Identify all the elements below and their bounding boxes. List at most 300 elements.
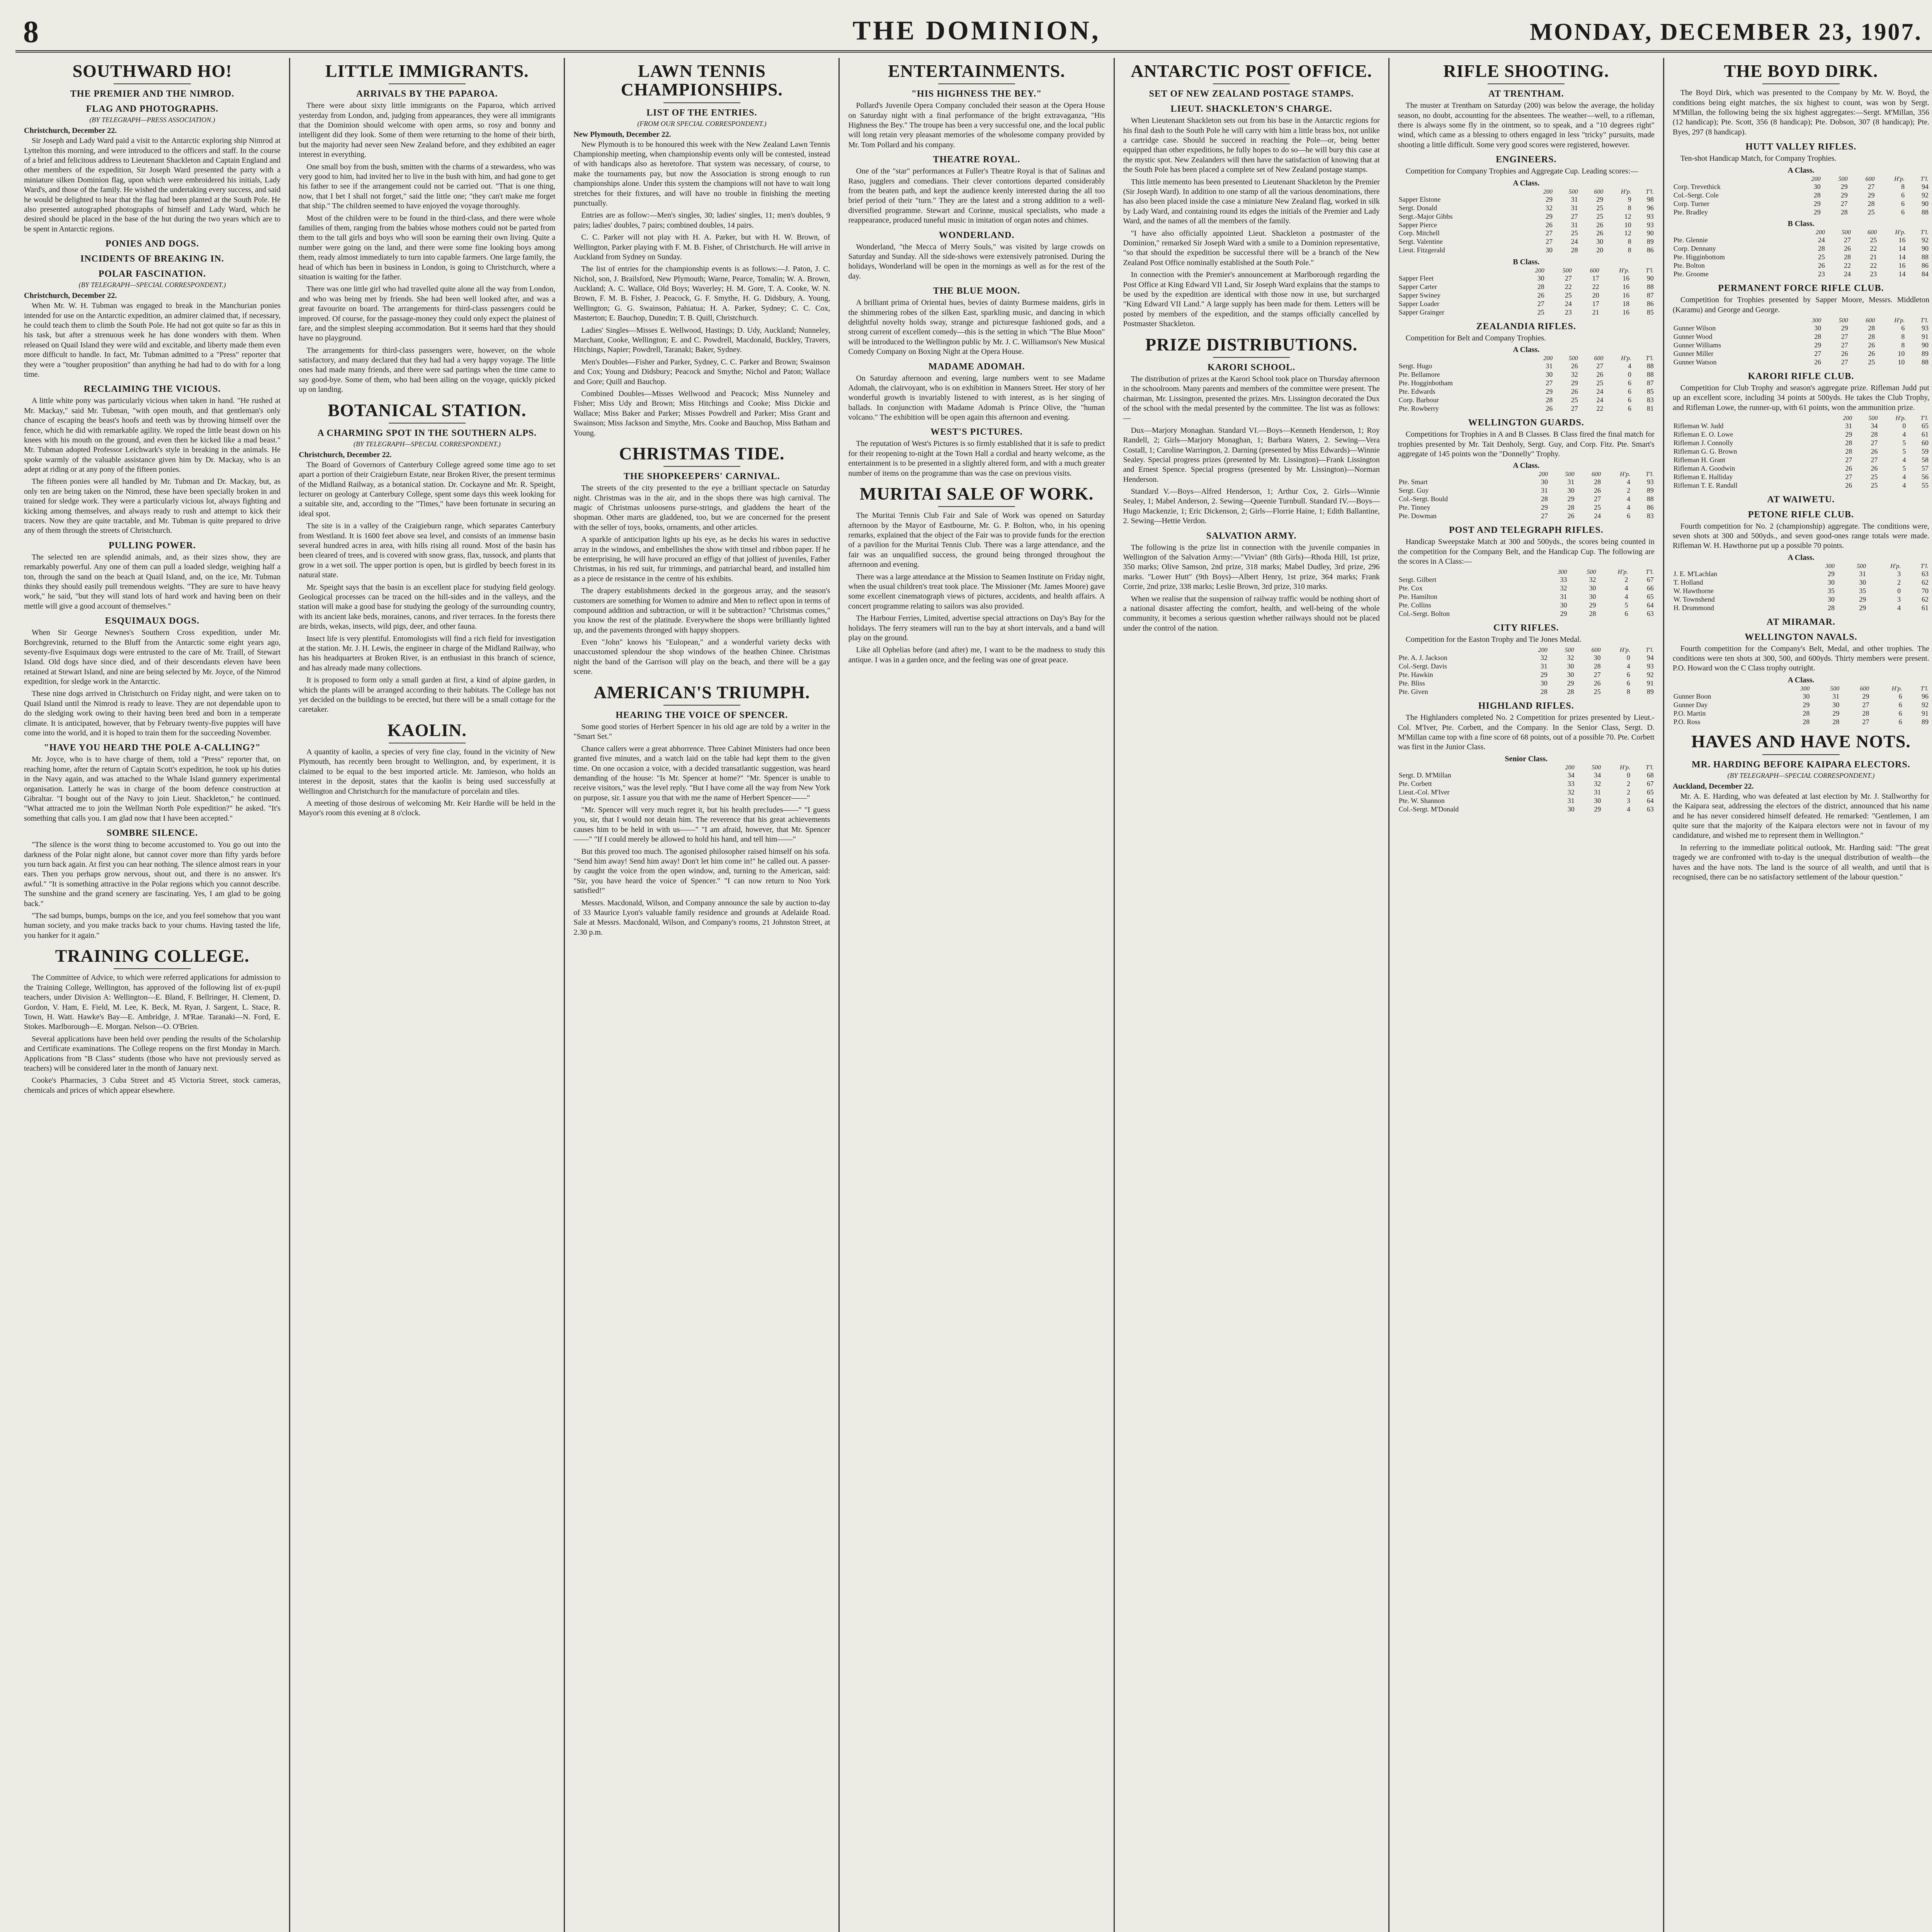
score-cell: 12 bbox=[1624, 229, 1631, 237]
paragraph: Wonderland, "the Mecca of Merry Souls," was visited by large crowds on Saturday and Sunday. All the side-shows were extensively patronised. During the holidays, Wonderland will be open in the mornings as well as for the rest of the day. bbox=[848, 242, 1105, 281]
score-cell: 5 bbox=[1624, 601, 1628, 609]
score-cell: 92 bbox=[1921, 191, 1929, 199]
paragraph: Competition for Belt and Company Trophies. bbox=[1405, 334, 1546, 343]
score-cell: 57 bbox=[1921, 464, 1929, 472]
subheading: AT WAIWETU. bbox=[1767, 494, 1835, 505]
score-row bbox=[1673, 604, 1929, 612]
score-cell: 4 bbox=[1902, 481, 1906, 489]
score-cell: 89 bbox=[1646, 486, 1654, 495]
score-cell: 30 bbox=[1828, 578, 1835, 586]
score-cell: Pte. W. Shannon bbox=[1398, 796, 1445, 804]
score-cell: 8 bbox=[1901, 332, 1905, 340]
score-cell: 62 bbox=[1921, 578, 1929, 586]
score-cell: 29 bbox=[1545, 212, 1553, 220]
score-cell: 4 bbox=[1902, 456, 1906, 464]
score-cell: Gunner Williams bbox=[1673, 341, 1721, 349]
score-cell: 29 bbox=[1567, 679, 1574, 687]
score-cell: 91 bbox=[1921, 332, 1929, 340]
score-cell: Sapper Elstone bbox=[1398, 195, 1441, 203]
score-cell: Sergt. D. M'Millan bbox=[1398, 771, 1451, 779]
subheading: KARORI RIFLE CLUB. bbox=[1748, 371, 1854, 381]
score-column-header: 500 bbox=[1842, 229, 1851, 236]
score-cell: 26 bbox=[1845, 464, 1852, 472]
headline-rule bbox=[1488, 83, 1565, 84]
score-cell: 89 bbox=[1646, 688, 1654, 696]
score-cell: 31 bbox=[1540, 662, 1548, 670]
score-table bbox=[1398, 647, 1655, 696]
column-1 bbox=[15, 58, 290, 1932]
score-row bbox=[1673, 692, 1929, 701]
score-cell: 18 bbox=[1622, 300, 1630, 308]
score-cell: 29 bbox=[1813, 199, 1821, 207]
score-cell: 28 bbox=[1546, 396, 1553, 404]
score-cell: 86 bbox=[1921, 262, 1929, 270]
score-header-row bbox=[1673, 229, 1929, 236]
score-cell: 65 bbox=[1646, 788, 1654, 796]
score-table bbox=[1673, 317, 1929, 367]
score-cell: Sergt. Valentine bbox=[1398, 238, 1443, 246]
score-row bbox=[1673, 430, 1929, 439]
paragraph: New Plymouth is to be honoured this week with the New Zealand Lawn Tennis Championship meeting, when championship events only will be contested, instead of with handicaps also as heretofore. That system was necessary, of course, to make the tournaments pay, but now the Association is strong enough to run championships alone. Under this system the champions will not have to wait long stretches for their fixtures, and will have no trouble in finishing the meeting punctually. bbox=[573, 140, 830, 207]
score-cell: Pte. Rowberry bbox=[1398, 405, 1439, 413]
score-row bbox=[1398, 797, 1655, 805]
score-cell: 60 bbox=[1921, 439, 1929, 447]
score-cell: 31 bbox=[1845, 422, 1852, 430]
score-row bbox=[1673, 200, 1929, 208]
score-cell: 26 bbox=[1871, 447, 1878, 455]
score-cell: 30 bbox=[1594, 796, 1601, 804]
score-cell: 32 bbox=[1571, 371, 1578, 379]
score-cell: 14 bbox=[1898, 270, 1906, 278]
score-cell: 3 bbox=[1897, 595, 1901, 603]
paragraph: The Boyd Dirk, which was presented to the Company by Mr. W. Boyd, the conditions being eight matches, the six highest to count, was won by Sergt. M'Millan, the following being the six highest aggregates:—Sergt. M'Millan, 356 (12 handicap); Pte. Scott, 356 (8 handicap); Pte. Dobson, 307 (8 handicap); Pte. Byes, 297 (8 handicap). bbox=[1672, 88, 1929, 136]
score-column-header: T'l. bbox=[1646, 569, 1654, 576]
score-cell: 30 bbox=[1545, 246, 1553, 254]
score-cell: 64 bbox=[1646, 796, 1654, 804]
score-cell: 32 bbox=[1594, 779, 1601, 787]
score-cell: 17 bbox=[1592, 300, 1599, 308]
score-cell: 25 bbox=[1596, 204, 1604, 212]
score-cell: W. Hawthorne bbox=[1673, 587, 1714, 595]
score-cell: 4 bbox=[1627, 503, 1631, 512]
article-headline: LAWN TENNIS CHAMPIONSHIPS. bbox=[621, 61, 783, 100]
paragraph: Ten-shot Handicap Match, for Company Trophies. bbox=[1680, 154, 1837, 163]
score-column-header: T'l. bbox=[1646, 188, 1654, 195]
score-column-header: 200 bbox=[1543, 188, 1553, 195]
score-cell: 6 bbox=[1627, 512, 1631, 520]
score-row bbox=[1398, 788, 1655, 797]
score-cell: Sergt. Guy bbox=[1398, 486, 1429, 495]
dateline: Christchurch, December 22. bbox=[24, 291, 117, 300]
headline-rule bbox=[114, 968, 190, 969]
score-row bbox=[1673, 481, 1929, 490]
score-row bbox=[1398, 405, 1655, 413]
subheading: THE PREMIER AND THE NIMROD. bbox=[70, 89, 235, 99]
score-cell: 24 bbox=[1594, 512, 1601, 520]
score-table bbox=[1398, 267, 1655, 317]
score-cell: Lieut.-Col. M'Iver bbox=[1398, 788, 1450, 796]
subheading: SET OF NEW ZEALAND POSTAGE STAMPS. bbox=[1149, 89, 1354, 99]
score-cell: 30 bbox=[1589, 584, 1596, 592]
score-cell: 29 bbox=[1560, 610, 1567, 618]
score-cell: 26 bbox=[1868, 349, 1875, 357]
score-column-header: H'p. bbox=[1894, 175, 1905, 182]
score-cell: 26 bbox=[1571, 362, 1578, 370]
score-cell: Gunner Wilson bbox=[1673, 324, 1716, 332]
paragraph: A little white pony was particularly vicious when taken in hand. "He rushed at Mr. Mackay," said Mr. Tubman, "with open mouth, and that gentleman's only chance of escaping the beast's hoofs and teeth was by throwing himself over the fence, which he did with remarkable agility. We roped the little beast down on his knees with his mouth on the ground, and even then he kicked like a mad beast." Mr. Tubman adopted Professor Leichwark's style in breaking in the animals. He spoke warmly of the valuable assistance given him by Dr. Mackay, who is an adept at riding or at any pony of the fifteen ponies. bbox=[24, 396, 281, 474]
score-cell: 27 bbox=[1841, 332, 1848, 340]
score-cell: 61 bbox=[1921, 604, 1929, 612]
score-table-title: A Class. bbox=[1787, 166, 1815, 175]
score-cell: 5 bbox=[1902, 447, 1906, 455]
score-cell: 29 bbox=[1862, 692, 1869, 700]
subheading: THEATRE ROYAL. bbox=[933, 155, 1020, 165]
subheading: POST AND TELEGRAPH RIFLES. bbox=[1449, 525, 1604, 536]
score-cell: 35 bbox=[1859, 587, 1866, 595]
score-cell: 85 bbox=[1646, 308, 1654, 316]
score-cell: 98 bbox=[1646, 195, 1654, 203]
score-row bbox=[1673, 473, 1929, 481]
article bbox=[1123, 335, 1380, 634]
headline-rule bbox=[1762, 754, 1839, 755]
paragraph: This little memento has been presented to Lieutenant Shackleton by the Premier (Sir Joseph Ward). In addition to one stamp of all the various denominations, there has also been placed inside the case a miniature New Zealand flag, worked in silk by Lady Ward, and containing round its edges the initials of the Premier and Lady Ward, and the names of all the members of the family. bbox=[1123, 177, 1380, 226]
score-table-title: A Class. bbox=[1787, 553, 1815, 562]
score-cell: 30 bbox=[1541, 478, 1548, 486]
paragraph: Even "John" knows his "Eulopean," and a wonderful variety decks with unaccustomed splendour the shop windows of the heathen Chinee. Christmas night the band of the Garrison will play on the beach, and there will be a gay scene. bbox=[573, 638, 830, 676]
score-cell: Pte. A. J. Jackson bbox=[1398, 654, 1447, 662]
score-cell: 24 bbox=[1565, 300, 1572, 308]
score-row bbox=[1673, 245, 1929, 253]
headline-rule bbox=[114, 83, 190, 84]
score-cell: 25 bbox=[1868, 358, 1875, 366]
score-row bbox=[1398, 805, 1655, 814]
column-4 bbox=[840, 58, 1114, 1932]
score-cell: T. Holland bbox=[1673, 578, 1703, 586]
paragraph: These nine dogs arrived in Christchurch on Friday night, and were taken on to Quail Island until the Nimrod is ready to leave. They are not dependable upon to do the sledging work owing to their having been bred and born in a temperate climate. It is anticipated, however, that by February twenty-five puppies will have come into the world, and it is hoped to train them for the succeeding November. bbox=[24, 689, 281, 738]
score-cell: Pte. Smart bbox=[1398, 478, 1428, 486]
score-cell: Corp. Mitchell bbox=[1398, 229, 1440, 237]
score-row bbox=[1398, 229, 1655, 238]
subheading: ARRIVALS BY THE PAPAROA. bbox=[356, 89, 498, 99]
dateline: Auckland, December 22. bbox=[1672, 782, 1754, 791]
paragraph: Mr. A. E. Harding, who was defeated at last election by Mr. J. Stallworthy for the Kaipara seat, addressing the electors of the district, announced that his name and he has never considered himself defeated. He remarked: "Gentlemen, I am quite sure that the majority of the Kaipara electors were not in favour of my candidature, and wished me to represent them in Wellington." bbox=[1672, 792, 1929, 840]
score-row bbox=[1398, 379, 1655, 388]
score-cell: 27 bbox=[1841, 341, 1848, 349]
score-cell: 8 bbox=[1626, 688, 1630, 696]
paragraph: There was a large attendance at the Mission to Seamen Institute on Friday night, when the usual children's treat took place. The Missioner (Mr. James Moore) gave some excellent cinematograph views of pictures, accidents, and health affairs. A concert programme relating to sailors was also provided. bbox=[848, 572, 1105, 611]
score-cell: 87 bbox=[1646, 291, 1654, 299]
score-cell: 31 bbox=[1567, 796, 1575, 804]
score-column-header: 300 bbox=[1825, 563, 1835, 570]
score-row bbox=[1673, 439, 1929, 447]
score-cell: 30 bbox=[1813, 182, 1821, 190]
dateline: Christchurch, December 22. bbox=[24, 126, 117, 135]
score-cell: 6 bbox=[1628, 379, 1631, 387]
score-cell: 0 bbox=[1626, 654, 1630, 662]
byline: (BY TELEGRAPH—PRESS ASSOCIATION.) bbox=[89, 116, 215, 124]
subheading: WEST'S PICTURES. bbox=[930, 427, 1023, 437]
score-cell: 86 bbox=[1646, 246, 1654, 254]
score-cell: Gunner Miller bbox=[1673, 349, 1714, 357]
score-cell: Rifleman H. Grant bbox=[1673, 456, 1726, 464]
paragraph: Ladies' Singles—Misses E. Wellwood, Hastings; D. Udy, Auckland; Nunneley, Marchant, Cooke, Wellington; E. and C. Powdrell, Macdonald, Buckley, Travers, Hitchings, Napier; Powdrell, Taranaki; Baker, Sydney. bbox=[573, 326, 830, 354]
score-cell: Sapper Swiney bbox=[1398, 291, 1441, 299]
paragraph: Most of the children were to be found in the third-class, and there were whole families of them, ranging from the babies whose mothers could not be parted from them to the tall girls and boys who will soon be earning their own living. Quite a number were going on the land, and there were some fine looking boys among them, ready almost immediately to turn into capable farmers. One large family, the head of which has been in business in London, is going to Christchurch, where a situation is waiting for the father. bbox=[299, 214, 556, 281]
paragraph: It is proposed to form only a small garden at first, a kind of alpine garden, in which the plants will be arranged according to their habitats. The College has not yet decided on the buildings to be erected, but there will be a small cottage for the caretaker. bbox=[299, 676, 556, 714]
score-row bbox=[1398, 601, 1655, 610]
paragraph: Handicap Sweepstake Match at 300 and 500yds., the scores being counted in the competition for the Company Belt, and the Handicap Cup. The following are the scores in A Class:— bbox=[1398, 537, 1655, 566]
article-headline: LITTLE IMMIGRANTS. bbox=[325, 61, 529, 81]
paragraph: The distribution of prizes at the Karori School took place on Thursday afternoon in the schoolroom. Many parents and members of the committee were present. The chairman, Mr. Lissington, presented the prizes. Mrs. Lissington decorated the Dux of the school with the medal presented by the committee. The list was as follows:— bbox=[1123, 374, 1380, 423]
score-cell: 6 bbox=[1901, 199, 1905, 207]
score-cell: 25 bbox=[1871, 481, 1878, 489]
score-cell: 29 bbox=[1867, 191, 1875, 199]
score-table bbox=[1673, 563, 1929, 612]
columns-container bbox=[15, 58, 1932, 1932]
score-cell: 23 bbox=[1565, 308, 1572, 316]
score-row bbox=[1398, 688, 1655, 696]
subheading: MR. HARDING BEFORE KAIPARA ELECTORS. bbox=[1691, 759, 1910, 770]
score-cell: Pte. Bolton bbox=[1673, 262, 1705, 270]
article-headline: TRAINING COLLEGE. bbox=[55, 946, 250, 966]
score-table-title: B Class. bbox=[1787, 219, 1815, 228]
score-cell: 31 bbox=[1832, 692, 1840, 700]
headline-rule bbox=[389, 83, 466, 84]
score-cell: 34 bbox=[1567, 771, 1575, 779]
score-row bbox=[1398, 662, 1655, 671]
paragraph: Some good stories of Herbert Spencer in his old age are told by a writer in the "Smart Set." bbox=[573, 722, 830, 741]
byline: (BY TELEGRAPH—SPECIAL CORRESPONDENT.) bbox=[1727, 771, 1875, 779]
score-cell: 4 bbox=[1628, 362, 1631, 370]
paragraph: When we realise that the suspension of railway traffic would be nothing short of a national disaster affecting the comfort, health, and well-being of the whole community, it becomes a serious question whether railways should not be placed under the control of the nation. bbox=[1123, 594, 1380, 633]
score-cell: 21 bbox=[1592, 308, 1599, 316]
score-cell: 27 bbox=[1845, 456, 1852, 464]
score-table bbox=[1398, 355, 1655, 413]
score-column-header bbox=[1398, 764, 1549, 771]
paragraph: Competition for Company Trophies and Aggregate Cup. Leading scores:— bbox=[1405, 167, 1638, 176]
score-cell: 24 bbox=[1571, 238, 1578, 246]
score-cell: Corp. Turner bbox=[1673, 199, 1709, 207]
score-cell: 28 bbox=[1845, 447, 1852, 455]
score-cell: 16 bbox=[1622, 283, 1630, 291]
score-cell: 27 bbox=[1571, 212, 1578, 220]
headline-rule bbox=[663, 466, 740, 467]
score-column-header: H'p. bbox=[1621, 188, 1631, 195]
headline-rule bbox=[1213, 357, 1290, 358]
score-header-row bbox=[1398, 267, 1655, 274]
paragraph: When Sir George Newnes's Southern Cross expedition, under Mr. Borchgrevink, returned to the Bluff from the Antarctic some eight years ago, seventy-five Esquimaux dogs were entrusted to the care of Mr. Traill, of Stewart Island. Old dogs have since died, and of their descendants eleven have been retained at Stewart Island, and nine are being selected by Mr. Joyce, of the Nimrod expedition, for sledge work in the Antarctic. bbox=[24, 628, 281, 686]
score-cell: 30 bbox=[1814, 324, 1821, 332]
article bbox=[299, 401, 555, 715]
paragraph: In referring to the immediate political outlook, Mr. Harding said: "The great tragedy we are confronted with to-day is the unequal distribution of wealth—the haves and the have nots. The land is the source of all wealth, and until that is recognised, there can be no satisfactory settlement of the labour question." bbox=[1672, 843, 1929, 881]
subheading: LIST OF THE ENTRIES. bbox=[646, 107, 757, 118]
headline-rule bbox=[938, 506, 1015, 507]
score-cell: 22 bbox=[1870, 262, 1877, 270]
score-row bbox=[1673, 253, 1929, 262]
score-cell: 89 bbox=[1921, 349, 1929, 357]
score-cell: 32 bbox=[1545, 204, 1553, 212]
score-row bbox=[1673, 570, 1929, 578]
score-cell: 6 bbox=[1626, 671, 1630, 679]
score-cell: 28 bbox=[1844, 253, 1851, 261]
score-cell: 63 bbox=[1646, 610, 1654, 618]
score-row bbox=[1398, 283, 1655, 291]
score-cell: Gunner Wood bbox=[1673, 332, 1713, 340]
paragraph: Messrs. Macdonald, Wilson, and Company announce the sale by auction to-day of 33 Maurice Lyon's valuable family residence and grounds at Adelaide Road. Sale at Messrs. Macdonald, Wilson, and Company's rooms, 21 Johnston Street, at 2.30 p.m. bbox=[573, 898, 830, 937]
score-cell: 6 bbox=[1901, 324, 1905, 332]
score-cell: 27 bbox=[1565, 274, 1572, 282]
paragraph: The Board of Governors of Canterbury College agreed some time ago to set apart a portion of their Craigieburn Estate, near Broken River, the present terminus of the Midland Railway, as a botanical station. Dr. Cockayne and Mr. R. Speight, lecturer on geology at Canterbury College, spent some days this week looking for a suitable site, and, according to the "Times," have been fortunate in securing an ideal spot. bbox=[299, 460, 556, 518]
score-row bbox=[1673, 191, 1929, 200]
score-cell: 29 bbox=[1845, 430, 1852, 438]
subheading: ZEALANDIA RIFLES. bbox=[1476, 321, 1576, 332]
score-cell: Rifleman W. Judd bbox=[1673, 422, 1724, 430]
column-2 bbox=[290, 58, 565, 1932]
score-cell: 28 bbox=[1567, 688, 1574, 696]
score-table bbox=[1673, 229, 1929, 279]
score-column-header: 600 bbox=[1591, 647, 1601, 654]
score-row bbox=[1673, 333, 1929, 341]
subheading: ESQUIMAUX DOGS. bbox=[105, 616, 200, 626]
score-column-header: T'l. bbox=[1920, 415, 1929, 422]
score-column-header: 200 bbox=[1538, 471, 1548, 478]
score-column-header bbox=[1673, 415, 1828, 422]
score-cell: Rifleman A. Goodwin bbox=[1673, 464, 1735, 472]
score-cell: 35 bbox=[1828, 587, 1835, 595]
score-row bbox=[1398, 196, 1655, 204]
article bbox=[299, 721, 555, 818]
score-column-header: H'p. bbox=[1895, 229, 1906, 236]
paragraph: One small boy from the bush, smitten with the charms of a stewardess, who was very good to him, had invited her to live in the bush with him, and had gone to get his father to see if the arrangement could not be carried out. "That is one thing, now, that I bet I shall not forget," said the little one; "they can't make me forget that ship." The children seemed to have enjoyed the voyage thoroughly. bbox=[299, 162, 556, 211]
score-cell: 25 bbox=[1596, 379, 1604, 387]
article-headline: BOTANICAL STATION. bbox=[328, 400, 527, 420]
score-cell: 59 bbox=[1921, 447, 1929, 455]
score-cell: 92 bbox=[1921, 236, 1929, 244]
score-cell: Gunner Day bbox=[1673, 701, 1708, 709]
score-column-header bbox=[1673, 563, 1804, 570]
score-cell: 28 bbox=[1868, 324, 1875, 332]
score-cell: 26 bbox=[1594, 679, 1601, 687]
subheading: SALVATION ARMY. bbox=[1206, 531, 1297, 541]
paragraph: Fourth competition for the Company's Belt, Medal, and other trophies. The conditions were ten shots at 300, 500, and 600yds. Thirty members were present. P.O. Howard won the C Class trophy outright. bbox=[1672, 644, 1929, 673]
score-column-header: T'l. bbox=[1920, 317, 1929, 324]
score-cell: 28 bbox=[1537, 283, 1544, 291]
score-cell: 25 bbox=[1818, 253, 1825, 261]
headline-rule bbox=[1762, 83, 1839, 84]
score-cell: Pte. Groome bbox=[1673, 270, 1709, 278]
score-row bbox=[1398, 291, 1655, 300]
score-cell: 92 bbox=[1921, 701, 1929, 709]
score-cell: 22 bbox=[1870, 245, 1877, 253]
paragraph: A sparkle of anticipation lights up his eye, as he decks his wares in seductive array in the windows, and embellishes the show with tinsel and ribbon paper. If he be enterprising, he will have procured an effigy of that jolliest of juveniles, Father Christmas, in his red suit, fur trimmings, and patriarchal beard, and installed him as a piece de resistance in the centre of his exhibits. bbox=[573, 535, 830, 583]
score-cell: 29 bbox=[1594, 805, 1601, 813]
paragraph: The streets of the city presented to the eye a brilliant spectacle on Saturday night. Christmas was in the air, and in the shops there was high carnival. The magic of Christmas unloosens purse-strings, and gladdens the heart of the shopman. Other marts are gladdened, too, but we are concerned for the present with the seller of toys, books, ornaments, and other articles. bbox=[573, 484, 830, 532]
paragraph: The Highlanders completed No. 2 Competition for prizes presented by Lieut.-Col. M'Iver, Pte. Corbett, and the Company. In the Senior Class, Sergt. D. M'Millan came top with a fine score of 68 points, out of a possible 70. Pte. Corbett was first in the Junior Class. bbox=[1398, 713, 1655, 752]
score-column-header bbox=[1673, 317, 1795, 324]
paragraph: Mr. Joyce, who is to have charge of them, told a "Press" reporter that, on reaching home, after the return of Captain Scott's expedition, he took up his duties in the Navy again, and was attached to the Whale Island gunnery experimental organisation. Latterly he was in charge of the boom defence construction at Gibraltar. "I bought out of the Navy to join Lieut. Shackleton," he continued. "What attracted me to join the Wellman North Pole expedition?" he asked. "It's something that calls you. I am glad now that I have been accepted." bbox=[24, 755, 281, 823]
article bbox=[1123, 62, 1380, 329]
score-cell: 4 bbox=[1627, 805, 1631, 813]
column-5 bbox=[1115, 58, 1389, 1932]
article-headline: SOUTHWARD HO! bbox=[72, 61, 232, 81]
score-cell: Lieut. Fitzgerald bbox=[1398, 246, 1445, 254]
paragraph: Mr. Speight says that the basin is an excellent place for studying field geology. Geological processes can be traced on the hill-sides and in the valleys, and the station will make a good base for studying the geology of the surrounding country, with its ancient lake beds, moraines, canons, and river terraces. In the forests there are birds, wekas, insects, wild pigs, deer, and other fauna. bbox=[299, 583, 556, 631]
score-column-header: 500 bbox=[1830, 685, 1840, 692]
score-cell: Sergt. Hugo bbox=[1398, 362, 1432, 370]
score-column-header: 600 bbox=[1594, 355, 1604, 362]
score-cell: 83 bbox=[1646, 396, 1654, 404]
score-cell: 26 bbox=[1871, 464, 1878, 472]
score-cell: 28 bbox=[1845, 439, 1852, 447]
paragraph: The reputation of West's Pictures is so firmly established that it is safe to predict for their reopening to-night at the Town Hall a cordial and hearty welcome, as the entertainment is to be presented in a slightly altered form, and with a much greater number of items on the programme than was the case on previous visits. bbox=[848, 439, 1105, 478]
paragraph: A quantity of kaolin, a species of very fine clay, found in the vicinity of New Plymouth, has recently been brought to Wellington, and, by experiment, it is claimed to be equal to the best imported article. Mr. Jamieson, who holds an interest in the deposit, states that the kaolin is being used successfully at Wellington and Christchurch for the manufacture of porcelain and tiles. bbox=[299, 747, 556, 796]
column-7 bbox=[1664, 58, 1932, 1932]
score-cell: 33 bbox=[1567, 779, 1575, 787]
score-table bbox=[1398, 189, 1655, 255]
score-cell: 96 bbox=[1921, 692, 1929, 700]
subheading: AT MIRAMAR. bbox=[1766, 617, 1835, 627]
score-cell: 6 bbox=[1898, 718, 1902, 726]
score-cell: 86 bbox=[1646, 503, 1654, 512]
score-column-header: 200 bbox=[1535, 267, 1544, 274]
article bbox=[1673, 732, 1929, 882]
paragraph: When Mr. W. H. Tubman was engaged to break in the Manchurian ponies intended for use on the Antarctic expedition, an admirer claimed that, if necessary, he could teach them to climb the South Pole. He had not got quite so far as this in his task, but after a strenuous week he has done wonders with them. When released on Quail Island they were wild and excitable, and liberty made them even more difficult to handle. In fact, Mr. Tubman admitted to a "Press" reporter that they were a "tougher proposition" than anything he had had to do with for a long time. bbox=[24, 301, 281, 379]
score-row bbox=[1673, 183, 1929, 191]
score-cell: 26 bbox=[1596, 229, 1604, 237]
score-cell: 32 bbox=[1560, 584, 1567, 592]
subheading: WONDERLAND. bbox=[939, 230, 1015, 240]
score-cell: H. Drummond bbox=[1673, 604, 1714, 612]
score-cell: 27 bbox=[1871, 439, 1878, 447]
score-column-header: H'p. bbox=[1620, 471, 1631, 478]
score-cell: 58 bbox=[1921, 456, 1929, 464]
score-cell: 66 bbox=[1646, 584, 1654, 592]
score-cell: 29 bbox=[1832, 709, 1840, 717]
subheading: FLAG AND PHOTOGRAPHS. bbox=[86, 104, 219, 114]
subheading: A CHARMING SPOT IN THE SOUTHERN ALPS. bbox=[317, 428, 537, 438]
score-cell: 24 bbox=[1844, 270, 1851, 278]
score-cell: 12 bbox=[1624, 212, 1631, 220]
score-column-header: H'p. bbox=[1617, 569, 1628, 576]
score-table-title: Senior Class. bbox=[1505, 754, 1548, 763]
score-cell: 22 bbox=[1844, 262, 1851, 270]
score-cell: 93 bbox=[1646, 662, 1654, 670]
score-column-header: T'l. bbox=[1646, 267, 1654, 274]
score-cell: 27 bbox=[1845, 473, 1852, 481]
score-cell: 32 bbox=[1540, 654, 1548, 662]
score-header-row bbox=[1673, 176, 1929, 183]
score-cell: 55 bbox=[1921, 481, 1929, 489]
score-cell: 16 bbox=[1898, 236, 1906, 244]
paragraph: Competition for Trophies presented by Sapper Moore, Messrs. Middleton (Karamu) and George and George. bbox=[1672, 296, 1929, 314]
byline: (FROM OUR SPECIAL CORRESPONDENT.) bbox=[637, 119, 767, 128]
paragraph: Several applications have been held over pending the results of the Scholarship and Certificate examinations. The College reopens on the first Monday in March. Applications from "B Class" students (those who have not previously served as teachers) will be considered later in the month of January next. bbox=[24, 1034, 281, 1073]
issue-date: MONDAY, DECEMBER 23, 1907. bbox=[1530, 19, 1922, 45]
score-table-title: B Class. bbox=[1513, 258, 1540, 267]
score-column-header: 500 bbox=[1562, 267, 1572, 274]
paragraph: "I have also officially appointed Lieut. Shackleton a postmaster of the Dominion," remarked Sir Joseph Ward with a smile to a Dominion representative, "so that should the expedition be successful there will be a branch of the New Zealand Post Office nominally established at the South Pole." bbox=[1123, 229, 1380, 267]
score-cell: 88 bbox=[1646, 283, 1654, 291]
score-cell: Pte. Bliss bbox=[1398, 679, 1425, 687]
score-row bbox=[1398, 486, 1655, 495]
score-cell: 89 bbox=[1921, 718, 1929, 726]
score-cell: 4 bbox=[1627, 478, 1631, 486]
score-cell: 26 bbox=[1546, 405, 1553, 413]
score-column-header: 500 bbox=[1568, 188, 1578, 195]
score-cell: 26 bbox=[1545, 221, 1553, 229]
score-cell: 27 bbox=[1841, 358, 1848, 366]
score-column-header: H'p. bbox=[1620, 764, 1631, 771]
